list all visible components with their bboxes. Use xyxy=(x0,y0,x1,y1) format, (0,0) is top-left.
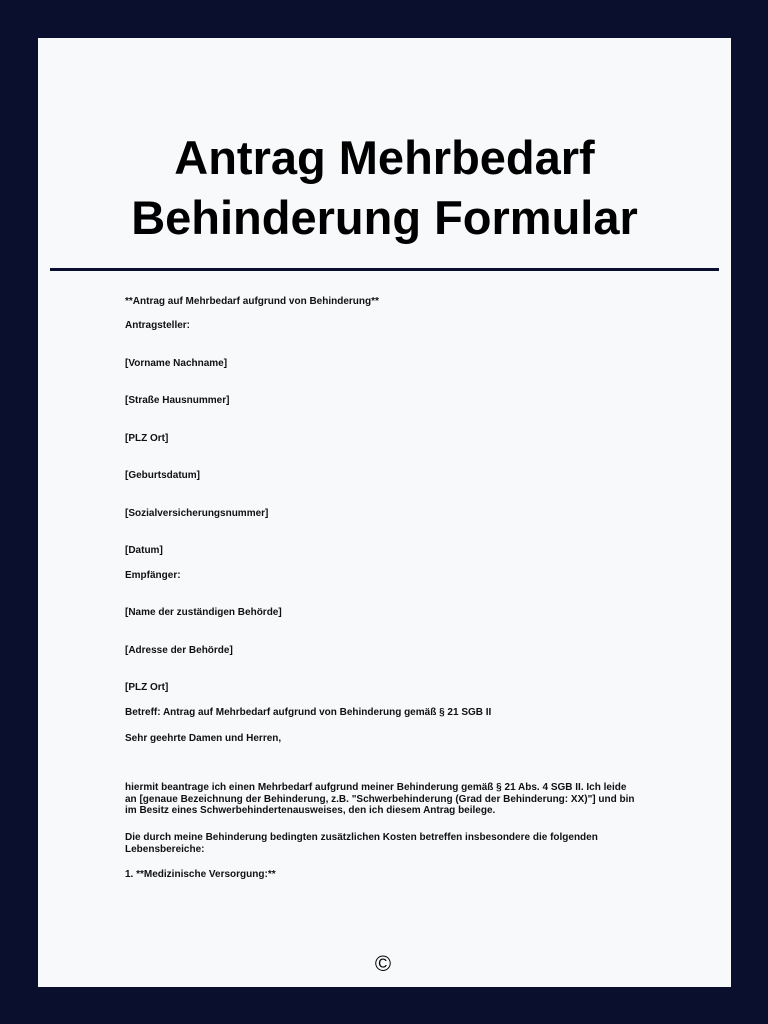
document-page xyxy=(38,38,731,987)
applicant-city-field: [PLZ Ort] xyxy=(125,433,169,444)
recipient-address-field: [Adresse der Behörde] xyxy=(125,645,233,656)
list-item-medical: 1. **Medizinische Versorgung:** xyxy=(125,869,276,880)
applicant-label: Antragsteller: xyxy=(125,320,191,331)
recipient-name-field: [Name der zuständigen Behörde] xyxy=(125,607,282,618)
copyright-icon: © xyxy=(374,951,392,976)
paragraph-costs: Die durch meine Behinderung bedingten zusätzlichen Kosten betreffen insbesondere die folgenden Lebensbereiche: xyxy=(125,832,598,855)
title-divider xyxy=(50,268,719,271)
letter-heading: **Antrag auf Mehrbedarf aufgrund von Behinderung** xyxy=(125,296,379,307)
subject-line: Betreff: Antrag auf Mehrbedarf aufgrund von Behinderung gemäß § 21 SGB II xyxy=(125,707,492,718)
applicant-birthdate-field: [Geburtsdatum] xyxy=(125,470,200,481)
salutation: Sehr geehrte Damen und Herren, xyxy=(125,733,282,744)
applicant-name-field: [Vorname Nachname] xyxy=(125,358,228,369)
applicant-street-field: [Straße Hausnummer] xyxy=(125,395,230,406)
paragraph-request: hiermit beantrage ich einen Mehrbedarf aufgrund meiner Behinderung gemäß § 21 Abs. 4 SGB II. Ich leide an [genaue Bezeichnung der Behinderung, z.B. "Schwerbehinderung (Grad der Behinderung: XX)"] und bin im Besitz eines Schwerbehindertenausweises, den ich diesem Antrag beilege. xyxy=(125,782,635,816)
applicant-ssn-field: [Sozialversicherungsnummer] xyxy=(125,508,269,519)
recipient-city-field: [PLZ Ort] xyxy=(125,682,169,693)
date-field: [Datum] xyxy=(125,545,163,556)
title-line-1: Antrag Mehrbedarf xyxy=(174,131,595,184)
page-title xyxy=(38,128,731,248)
recipient-label: Empfänger: xyxy=(125,570,181,581)
title-line-2: Behinderung Formular xyxy=(131,191,638,244)
